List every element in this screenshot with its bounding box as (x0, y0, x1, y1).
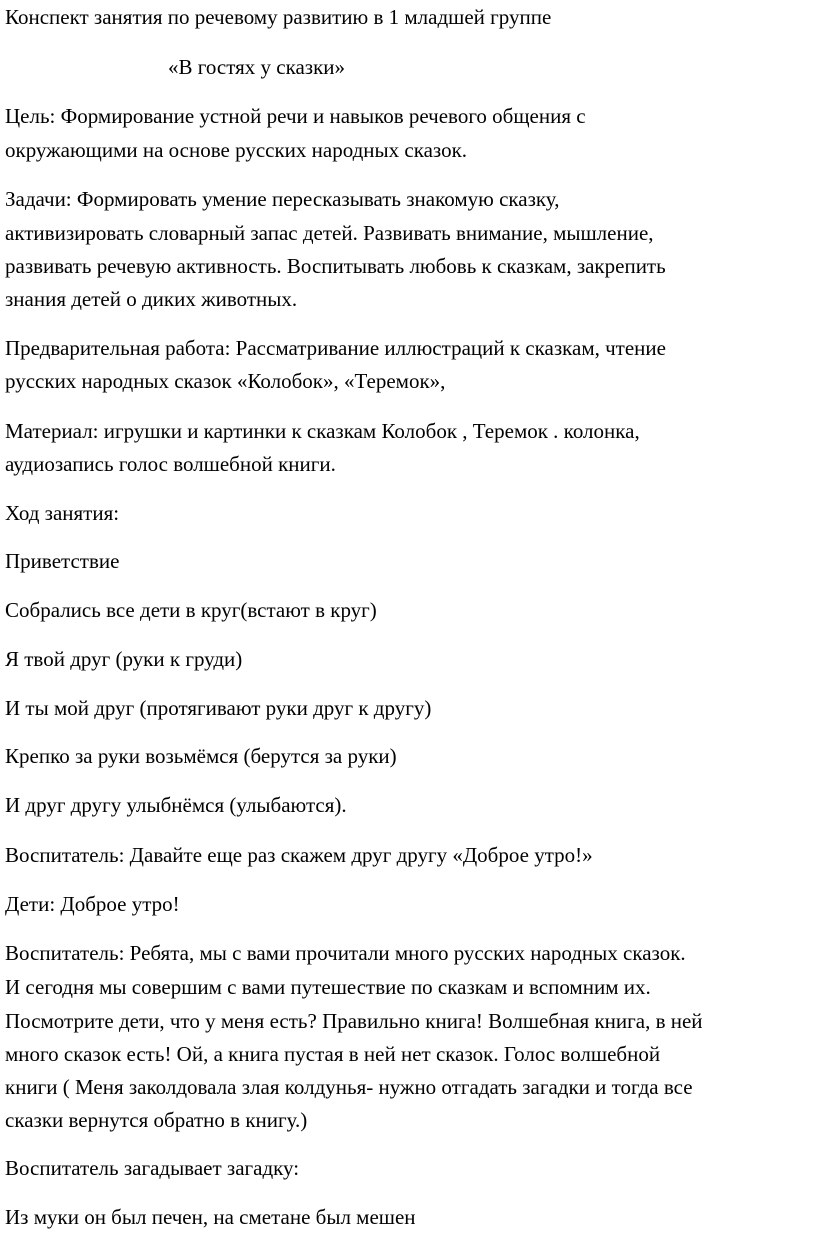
riddle-line-1: Из муки он был печен, на сметане был мешен (5, 1205, 416, 1229)
teacher-paragraph-line-1: Воспитатель: Ребята, мы с вами прочитали много русских народных сказок. (5, 941, 686, 965)
tasks-line-2: активизировать словарный запас детей. Развивать внимание, мышление, (5, 221, 654, 245)
children-line-1: Дети: Доброе утро! (5, 892, 180, 916)
tasks-line-4: знания детей о диких животных. (5, 287, 298, 311)
teacher-paragraph-line-2: И сегодня мы совершим с вами путешествие по сказкам и вспомним их. (5, 975, 651, 999)
teacher-paragraph-line-6: сказки вернутся обратно в книгу.) (5, 1108, 308, 1132)
teacher-paragraph-line-4: много сказок есть! Ой, а книга пустая в ней нет сказок. Голос волшебной (5, 1042, 661, 1066)
material-line-2: аудиозапись голос волшебной книги. (5, 452, 336, 476)
greeting-line-2: Я твой друг (руки к груди) (5, 647, 243, 671)
goal-line-1: Цель: Формирование устной речи и навыков речевого общения с (5, 104, 586, 128)
document-header: Конспект занятия по речевому развитию в 1 младшей группе (5, 5, 552, 29)
teacher-line-1: Воспитатель: Давайте еще раз скажем друг другу «Доброе утро!» (5, 843, 593, 867)
material-line-1: Материал: игрушки и картинки к сказкам Колобок , Теремок . колонка, (5, 419, 640, 443)
tasks-line-1: Задачи: Формировать умение пересказывать знакомую сказку, (5, 187, 560, 211)
teacher-paragraph-line-5: книги ( Меня заколдовала злая колдунья- нужно отгадать загадки и тогда все (5, 1075, 693, 1099)
document-title: «В гостях у сказки» (168, 55, 346, 79)
greeting-line-5: И друг другу улыбнёмся (улыбаются). (5, 793, 347, 817)
greeting-heading: Приветствие (5, 549, 120, 573)
course-heading: Ход занятия: (5, 501, 120, 525)
goal-line-2: окружающими на основе русских народных сказок. (5, 138, 468, 162)
preliminary-line-2: русских народных сказок «Колобок», «Теремок», (5, 369, 446, 393)
preliminary-line-1: Предварительная работа: Рассматривание иллюстраций к сказкам, чтение (5, 336, 666, 360)
greeting-line-1: Собрались все дети в круг(встают в круг) (5, 598, 377, 622)
teacher-paragraph-line-3: Посмотрите дети, что у меня есть? Правильно книга! Волшебная книга, в ней (5, 1009, 703, 1033)
riddle-intro: Воспитатель загадывает загадку: (5, 1156, 300, 1180)
greeting-line-4: Крепко за руки возьмёмся (берутся за руки) (5, 744, 397, 768)
tasks-line-3: развивать речевую активность. Воспитывать любовь к сказкам, закрепить (5, 254, 666, 278)
greeting-line-3: И ты мой друг (протягивают руки друг к другу) (5, 696, 432, 720)
